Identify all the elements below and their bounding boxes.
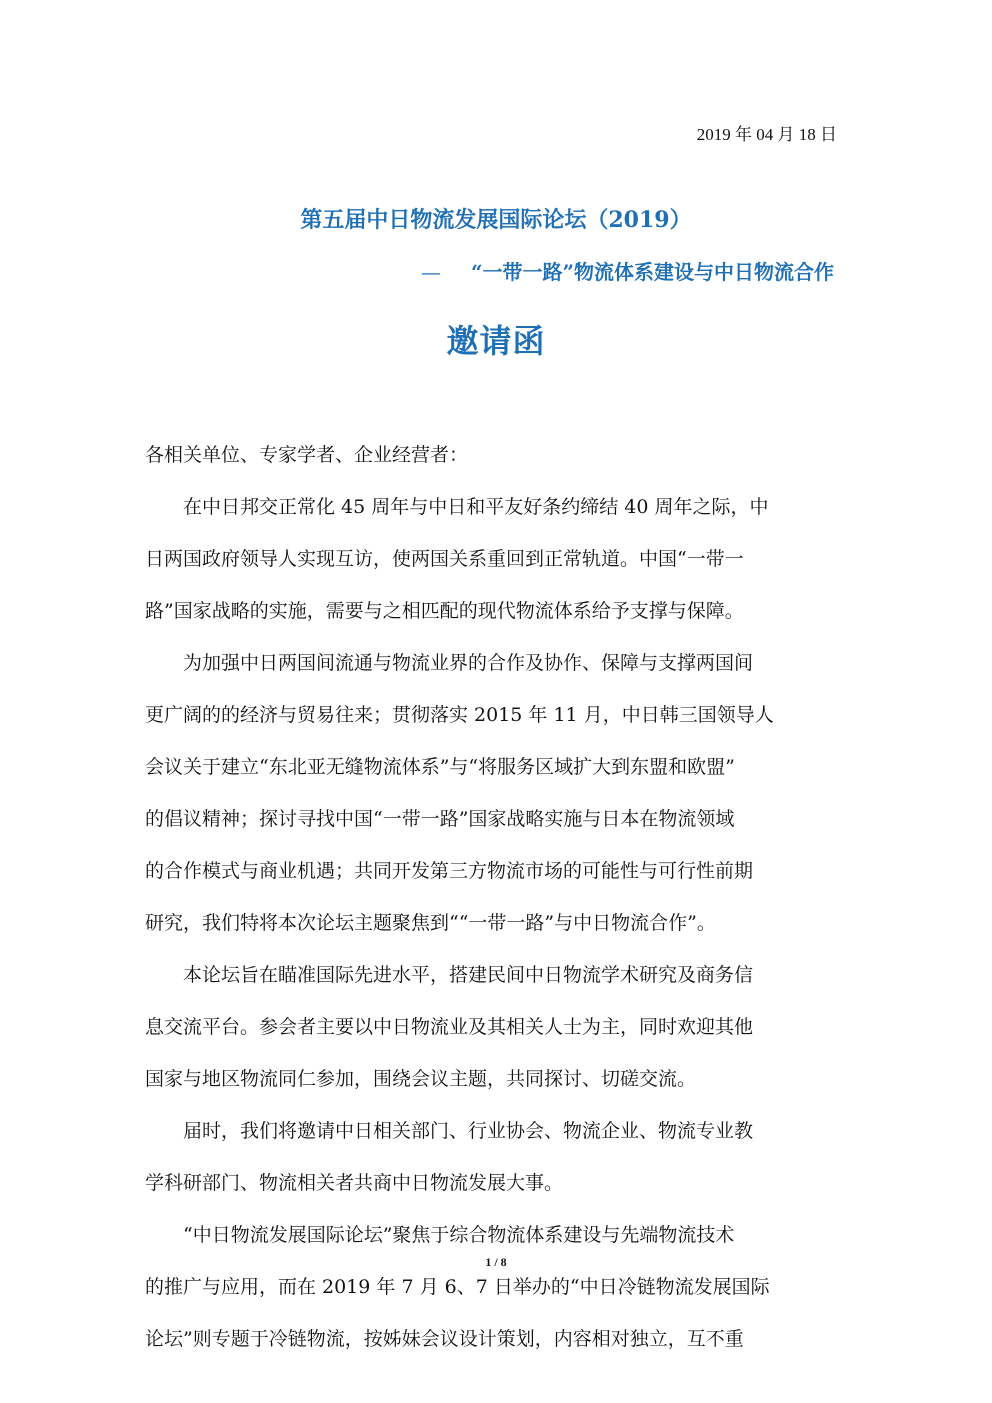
body-line: 各相关单位、专家学者、企业经营者： — [145, 444, 469, 466]
invitation-heading: 邀请函 — [446, 322, 546, 360]
body-line: 本论坛旨在瞄准国际先进水平，搭建民间中日物流学术研究及商务信 — [145, 964, 754, 986]
body-line: 更广阔的的经济与贸易往来；贯彻落实 2015 年 11 月，中日韩三国领导人 — [145, 704, 774, 726]
forum-title: 第五届中日物流发展国际论坛（2019） — [300, 207, 692, 233]
body-line: 学科研部门、物流相关者共商中日物流发展大事。 — [145, 1172, 564, 1194]
subtitle-text: “一带一路”物流体系建设与中日物流合作 — [470, 260, 834, 284]
body-line: 的合作模式与商业机遇；共同开发第三方物流市场的可能性与可行性前期 — [145, 860, 754, 882]
page-number: 1 / 8 — [485, 1255, 507, 1269]
body-line: 研究，我们特将本次论坛主题聚焦到““一带一路”与中日物流合作”。 — [145, 912, 716, 934]
forum-subtitle — [421, 256, 834, 285]
body-line: 论坛”则专题于冷链物流，按姊妹会议设计策划，内容相对独立，互不重 — [145, 1328, 744, 1350]
body-line: 为加强中日两国间流通与物流业界的合作及协作、保障与支撑两国间 — [145, 652, 754, 674]
body-line: 届时，我们将邀请中日相关部门、行业协会、物流企业、物流专业教 — [145, 1120, 754, 1142]
document-date: 2019 年 04 月 18 日 — [696, 125, 837, 144]
document-body — [145, 439, 841, 1375]
body-line: 国家与地区物流同仁参加，围绕会议主题，共同探讨、切磋交流。 — [145, 1068, 697, 1090]
body-line: 日两国政府领导人实现互访，使两国关系重回到正常轨道。中国“一带一 — [145, 548, 744, 570]
body-line: 息交流平台。参会者主要以中日物流业及其相关人士为主，同时欢迎其他 — [145, 1016, 754, 1038]
body-line: 路”国家战略的实施，需要与之相匹配的现代物流体系给予支撑与保障。 — [145, 600, 744, 622]
body-line: 的倡议精神；探讨寻找中国“一带一路”国家战略实施与日本在物流领域 — [145, 808, 735, 830]
body-line: “中日物流发展国际论坛”聚焦于综合物流体系建设与先端物流技术 — [145, 1224, 735, 1246]
body-line: 的推广与应用，而在 2019 年 7 月 6、7 日举办的“中日冷链物流发展国际 — [145, 1276, 770, 1298]
body-line: 在中日邦交正常化 45 周年与中日和平友好条约缔结 40 周年之际，中 — [145, 496, 769, 518]
subtitle-dash: — — [420, 260, 441, 284]
body-line: 会议关于建立“东北亚无缝物流体系”与“将服务区域扩大到东盟和欧盟” — [145, 756, 735, 778]
